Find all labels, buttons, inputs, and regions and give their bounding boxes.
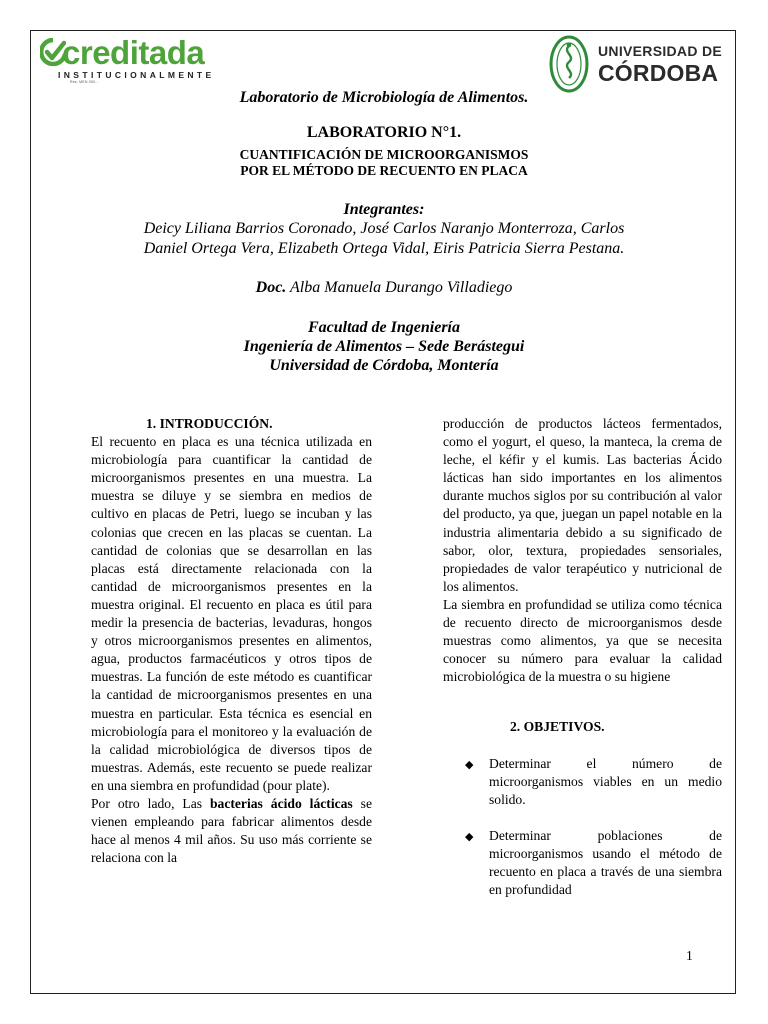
university-crest-icon [548, 34, 590, 94]
lab-subtitle-2: POR EL MÉTODO DE RECUENTO EN PLACA [240, 163, 528, 178]
diamond-bullet-icon: ◆ [465, 830, 474, 843]
intro-right-paragraph-2: La siembra en profundidad se utiliza como técnica de recuento directo de microorganismos desde muestras como alimentos, ya que se necesita conocer su número para evaluar la calidad microbiológica de la muestra o su higiene [443, 596, 722, 685]
right-column [443, 415, 722, 917]
intro-p2-bold: bacterias ácido lácticas [209, 795, 353, 811]
objectives-list [443, 755, 722, 900]
objective-item [443, 827, 722, 899]
acreditada-word: creditada [62, 34, 205, 71]
acreditada-fine-print: Res. MEN 000... [70, 80, 99, 84]
diamond-bullet-icon: ◆ [465, 758, 474, 771]
objective-text: Determinar poblaciones de microorganismos usando el método de recuento en placa a través de una siembra en profundidad [489, 827, 722, 898]
acreditada-subtitle: INSTITUCIONALMENTE [58, 70, 215, 80]
objectives-heading: 2. OBJETIVOS. [510, 719, 605, 735]
members-heading: Integrantes: [343, 201, 425, 218]
doc-name: Alba Manuela Durango Villadiego [290, 279, 513, 296]
faculty-line-2: Ingeniería de Alimentos – Sede Berástegui [243, 338, 525, 355]
left-column [91, 415, 372, 867]
intro-paragraph-1: El recuento en placa es una técnica utilizada en microbiología para cuantificar la cantidad de microorganismos presentes en una muestra. La muestra se diluye y se siembra en medios de cultivo en placas de Petri, luego se incuban y las colonias que crecen en las placas se cuentan. La cantidad de colonias que se desarrollan en las placas está directamente relacionada con la cantidad de microorganismos presentes en la muestra original. El recuento en placa es útil para medir la presencia de bacterias, levaduras, hongos y otros microorganismos presentes en alimentos, agua, productos farmacéuticos y otros tipos de muestras. La función de este método es cuantificar la cantidad de microorganismos presentes en una muestra en particular. Esta técnica es esencial en microbiología para el monitoreo y la evaluación de la calidad microbiológica de diversos tipos de muestras. Además, este recuento se puede realizar en una siembra en profundidad (pour plate). [91, 434, 372, 793]
objective-text: Determinar el número de microorganismos viables en un medio solido. [489, 755, 722, 807]
intro-p2-pre: Por otro lado, Las [91, 795, 210, 811]
lab-name: Laboratorio de Microbiología de Alimentos. [239, 89, 529, 106]
university-logo [548, 34, 738, 94]
objective-item [443, 755, 722, 809]
intro-paragraph-2 [91, 795, 372, 867]
faculty-line-3: Universidad de Córdoba, Montería [269, 357, 499, 374]
members-line-2: Daniel Ortega Vera, Elizabeth Ortega Vidal, Eiris Patricia Sierra Pestana. [143, 240, 625, 257]
acreditada-logo [40, 34, 240, 84]
doc-line [60, 279, 708, 297]
intro-heading: 1. INTRODUCCIÓN. [146, 416, 273, 431]
intro-right-paragraph-1: producción de productos lácteos fermentados, como el yogurt, el queso, la manteca, la crema de leche, el kéfir y el kumis. Las bacterias Ácido lácticas han sido importantes en los alimentos durante muchos siglos por su contribución al valor del producto, ya que, juegan un papel notable en la industria alimentaria debido a su significado de sabor, olor, textura, propiedades sensoriales, propiedades de valor terapéutico y nutricional de los alimentos. [443, 416, 722, 594]
university-logo-line1: UNIVERSIDAD DE [598, 43, 722, 59]
intro-p2-post: se vienen empleando para fabricar alimentos desde hace al menos 4 mil años. Su uso más corriente se relaciona con la [91, 795, 372, 866]
members-line-1: Deicy Liliana Barrios Coronado, José Carlos Naranjo Monterroza, Carlos [143, 220, 625, 237]
lab-number: LABORATORIO N°1. [306, 124, 462, 141]
page-number: 1 [686, 948, 693, 963]
university-logo-line2: CÓRDOBA [598, 60, 719, 86]
faculty-line-1: Facultad de Ingeniería [307, 319, 460, 336]
lab-subtitle-1: CUANTIFICACIÓN DE MICROORGANISMOS [239, 147, 529, 162]
doc-prefix: Doc. [255, 279, 287, 296]
